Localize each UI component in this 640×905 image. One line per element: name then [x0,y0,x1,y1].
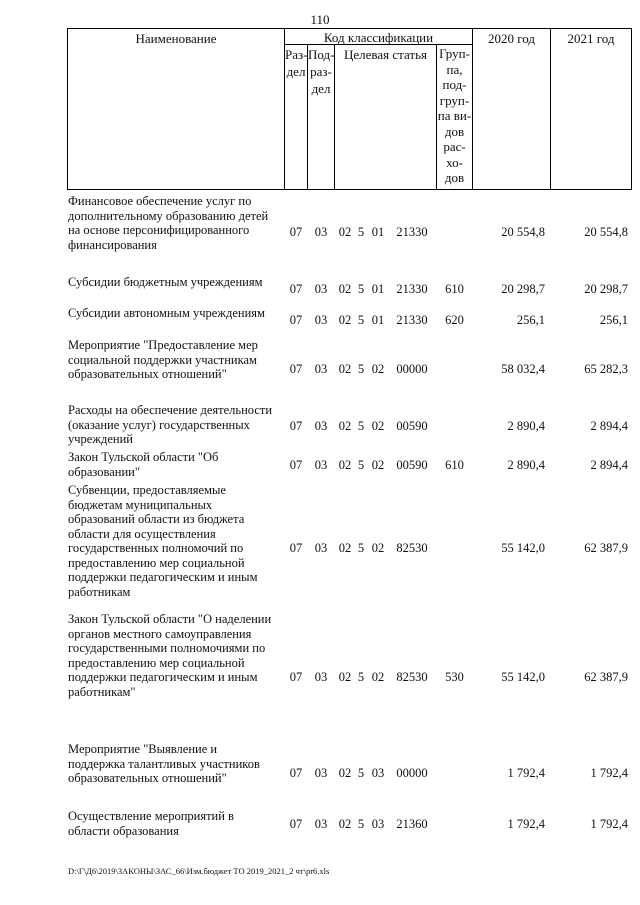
row-5-target-event: 02 [371,458,385,472]
row-5-value-2020: 2 890,4 [507,458,545,472]
row-4-value-2021: 2 894,4 [590,419,628,433]
row-5-podrazdel: 03 [314,458,328,472]
row-2-target-code: 21330 [396,313,428,327]
row-5-name: Закон Тульской области "Об образовании" [68,450,219,479]
row-6-name: Субвенции, предоставляемые бюджетам муниципальных образований области из бюджета области для осуществления государственных полномочий по предоставлению мер социальной поддержки педагогическим и иным работникам [68,483,258,599]
row-3-target-program: 02 [338,362,352,376]
row-2-target-program: 02 [338,313,352,327]
row-0-target-code: 21330 [396,225,428,239]
row-6-value-2020: 55 142,0 [501,541,545,555]
row-9-name: Осуществление мероприятий в области образования [68,809,234,838]
header-left-border [67,28,68,190]
row-5-target-program: 02 [338,458,352,472]
row-4-razdel: 07 [289,419,303,433]
header-bottom-border [67,189,632,190]
header-2021: 2021 год [567,31,615,46]
row-7-target-program: 02 [338,670,352,684]
row-8-target-sub: 5 [357,766,365,780]
row-3-value-2020: 58 032,4 [501,362,545,376]
row-9-razdel: 07 [289,817,303,831]
header-divider-group [472,28,473,190]
row-0-podrazdel: 03 [314,225,328,239]
header-group: Груп- па, под- груп- па ви- дов рас- хо- дов [437,46,472,185]
row-2-podrazdel: 03 [314,313,328,327]
row-6-target-event: 02 [371,541,385,555]
row-1-razdel: 07 [289,282,303,296]
row-8-razdel: 07 [289,766,303,780]
page-number: 110 [310,12,330,27]
file-path-footer: D:\Г\Д6\2019\ЗАКОНЫ\ЗАС_66\Изм.бюджет ТО 2019_2021_2 чт\pr6.xls [68,866,330,876]
row-3-target-sub: 5 [357,362,365,376]
row-8-value-2020: 1 792,4 [507,766,545,780]
row-2-value-2021: 256,1 [599,313,628,327]
row-0-target-program: 02 [338,225,352,239]
row-9-target-sub: 5 [357,817,365,831]
row-0-value-2020: 20 554,8 [501,225,545,239]
row-1-target-program: 02 [338,282,352,296]
row-9-podrazdel: 03 [314,817,328,831]
row-6-razdel: 07 [289,541,303,555]
row-5-target-code: 00590 [396,458,428,472]
row-7-group: 530 [445,670,464,684]
row-8-target-event: 03 [371,766,385,780]
row-5-group: 610 [445,458,464,472]
row-0-name: Финансовое обеспечение услуг по дополнительному образованию детей на основе персонифицированного финансирования [68,194,269,252]
row-5-target-sub: 5 [357,458,365,472]
row-1-target-code: 21330 [396,282,428,296]
header-podrazdel: Под- раз- дел [308,47,335,96]
row-0-value-2021: 20 554,8 [584,225,628,239]
row-3-razdel: 07 [289,362,303,376]
row-8-podrazdel: 03 [314,766,328,780]
row-1-name: Субсидии бюджетным учреждениям [68,275,263,289]
row-7-name: Закон Тульской области "О наделении органов местного самоуправления государственными полномочиями по предоставлению мер социальной поддержки педагогическим и иным работникам" [68,612,272,699]
row-7-target-sub: 5 [357,670,365,684]
header-razdel: Раз- дел [285,47,308,79]
row-9-target-code: 21360 [396,817,428,831]
row-6-target-code: 82530 [396,541,428,555]
row-6-target-sub: 5 [357,541,365,555]
row-6-value-2021: 62 387,9 [584,541,628,555]
row-9-value-2021: 1 792,4 [590,817,628,831]
row-1-group: 610 [445,282,464,296]
row-6-podrazdel: 03 [314,541,328,555]
row-1-target-event: 01 [371,282,385,296]
row-9-target-event: 03 [371,817,385,831]
row-4-target-code: 00590 [396,419,428,433]
row-4-target-program: 02 [338,419,352,433]
row-2-razdel: 07 [289,313,303,327]
header-code-group: Код классификации [323,30,434,45]
row-2-target-event: 01 [371,313,385,327]
row-8-value-2021: 1 792,4 [590,766,628,780]
row-7-podrazdel: 03 [314,670,328,684]
row-0-target-sub: 5 [357,225,365,239]
row-3-value-2021: 65 282,3 [584,362,628,376]
row-7-value-2021: 62 387,9 [584,670,628,684]
row-8-target-code: 00000 [396,766,428,780]
header-2020: 2020 год [488,31,535,46]
header-divider-podrazdel [334,44,335,190]
row-1-value-2020: 20 298,7 [501,282,545,296]
header-divider-2020 [550,28,551,190]
row-1-target-sub: 5 [357,282,365,296]
row-2-group: 620 [445,313,464,327]
row-5-razdel: 07 [289,458,303,472]
row-7-target-code: 82530 [396,670,428,684]
row-7-razdel: 07 [289,670,303,684]
row-9-value-2020: 1 792,4 [507,817,545,831]
row-3-name: Мероприятие "Предоставление мер социальной поддержки участникам образовательных отношений" [68,338,258,381]
row-4-value-2020: 2 890,4 [507,419,545,433]
row-0-target-event: 01 [371,225,385,239]
row-9-target-program: 02 [338,817,352,831]
row-1-podrazdel: 03 [314,282,328,296]
row-8-target-program: 02 [338,766,352,780]
row-4-target-event: 02 [371,419,385,433]
row-0-razdel: 07 [289,225,303,239]
row-4-target-sub: 5 [357,419,365,433]
row-3-target-code: 00000 [396,362,428,376]
row-2-target-sub: 5 [357,313,365,327]
row-2-name: Субсидии автономным учреждениям [68,306,265,320]
row-3-podrazdel: 03 [314,362,328,376]
row-6-target-program: 02 [338,541,352,555]
header-right-border [631,28,632,190]
row-4-podrazdel: 03 [314,419,328,433]
row-7-value-2020: 55 142,0 [501,670,545,684]
header-target: Целевая статья [343,47,427,62]
row-8-name: Мероприятие "Выявление и поддержка талантливых участников образовательных отношений" [68,742,260,785]
row-5-value-2021: 2 894,4 [590,458,628,472]
row-4-name: Расходы на обеспечение деятельности (оказание услуг) государственных учреждений [68,403,273,446]
row-1-value-2021: 20 298,7 [584,282,628,296]
header-name: Наименование [135,31,217,46]
row-2-value-2020: 256,1 [516,313,545,327]
row-7-target-event: 02 [371,670,385,684]
row-3-target-event: 02 [371,362,385,376]
